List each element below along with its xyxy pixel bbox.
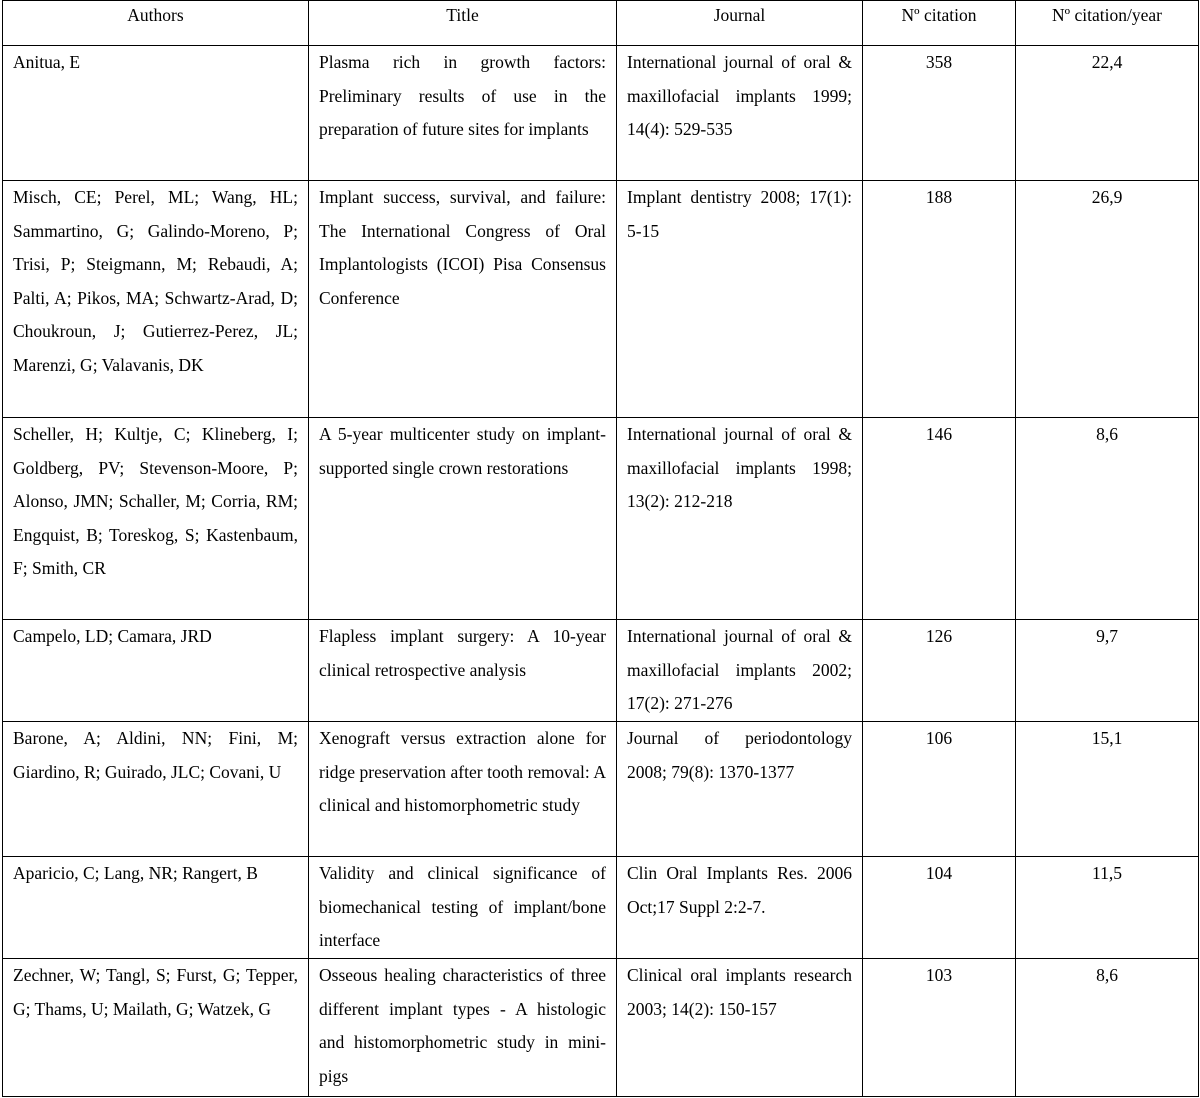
cell-journal: Clin Oral Implants Res. 2006 Oct;17 Suppl 2:2-7. [617,857,863,959]
table-row [3,46,1199,181]
cell-journal: International journal of oral & maxillofacial implants 1998; 13(2): 212-218 [617,418,863,620]
table-row [3,620,1199,722]
cell-authors: Campelo, LD; Camara, JRD [3,620,309,722]
cell-journal: International journal of oral & maxillofacial implants 2002; 17(2): 271-276 [617,620,863,722]
cell-citations: 146 [863,418,1016,620]
cell-citations-per-year: 15,1 [1016,722,1199,857]
cell-authors: Anitua, E [3,46,309,181]
citation-table [2,0,1199,1097]
cell-citations-per-year: 26,9 [1016,181,1199,418]
table-row [3,722,1199,857]
cell-journal: Clinical oral implants research 2003; 14(2): 150-157 [617,959,863,1097]
cell-citations-per-year: 8,6 [1016,959,1199,1097]
table-row [3,959,1199,1097]
header-journal: Journal [617,1,863,46]
cell-citations: 358 [863,46,1016,181]
cell-citations: 104 [863,857,1016,959]
cell-title: Xenograft versus extraction alone for ridge preservation after tooth removal: A clinical and histomorphometric study [309,722,617,857]
header-row [3,1,1199,46]
cell-citations-per-year: 11,5 [1016,857,1199,959]
cell-authors: Zechner, W; Tangl, S; Furst, G; Tepper, G; Thams, U; Mailath, G; Watzek, G [3,959,309,1097]
cell-title: Implant success, survival, and failure: The International Congress of Oral Implantologists (ICOI) Pisa Consensus Conference [309,181,617,418]
cell-authors: Barone, A; Aldini, NN; Fini, M; Giardino, R; Guirado, JLC; Covani, U [3,722,309,857]
cell-title: Plasma rich in growth factors: Preliminary results of use in the preparation of future sites for implants [309,46,617,181]
cell-authors: Scheller, H; Kultje, C; Klineberg, I; Goldberg, PV; Stevenson-Moore, P; Alonso, JMN; Schaller, M; Corria, RM; Engquist, B; Toreskog, S; Kastenbaum, F; Smith, CR [3,418,309,620]
header-citations: Nº citation [863,1,1016,46]
cell-title: Flapless implant surgery: A 10-year clinical retrospective analysis [309,620,617,722]
table-header [3,1,1199,46]
header-citations-per-year: Nº citation/year [1016,1,1199,46]
cell-authors: Aparicio, C; Lang, NR; Rangert, B [3,857,309,959]
table-row [3,181,1199,418]
cell-title: A 5-year multicenter study on implant-supported single crown restorations [309,418,617,620]
cell-citations: 188 [863,181,1016,418]
table-row [3,418,1199,620]
cell-title: Osseous healing characteristics of three different implant types - A histologic and histomorphometric study in mini-pigs [309,959,617,1097]
header-authors: Authors [3,1,309,46]
cell-title: Validity and clinical significance of biomechanical testing of implant/bone interface [309,857,617,959]
table-body [3,46,1199,1097]
table-row [3,857,1199,959]
cell-journal: International journal of oral & maxillofacial implants 1999; 14(4): 529-535 [617,46,863,181]
cell-citations: 103 [863,959,1016,1097]
cell-citations: 126 [863,620,1016,722]
cell-journal: Implant dentistry 2008; 17(1): 5-15 [617,181,863,418]
cell-journal: Journal of periodontology 2008; 79(8): 1370-1377 [617,722,863,857]
cell-citations-per-year: 9,7 [1016,620,1199,722]
header-title: Title [309,1,617,46]
cell-citations: 106 [863,722,1016,857]
cell-authors: Misch, CE; Perel, ML; Wang, HL; Sammartino, G; Galindo-Moreno, P; Trisi, P; Steigmann, M; Rebaudi, A; Palti, A; Pikos, MA; Schwartz-Arad, D; Choukroun, J; Gutierrez-Perez, JL; Marenzi, G; Valavanis, DK [3,181,309,418]
cell-citations-per-year: 22,4 [1016,46,1199,181]
cell-citations-per-year: 8,6 [1016,418,1199,620]
